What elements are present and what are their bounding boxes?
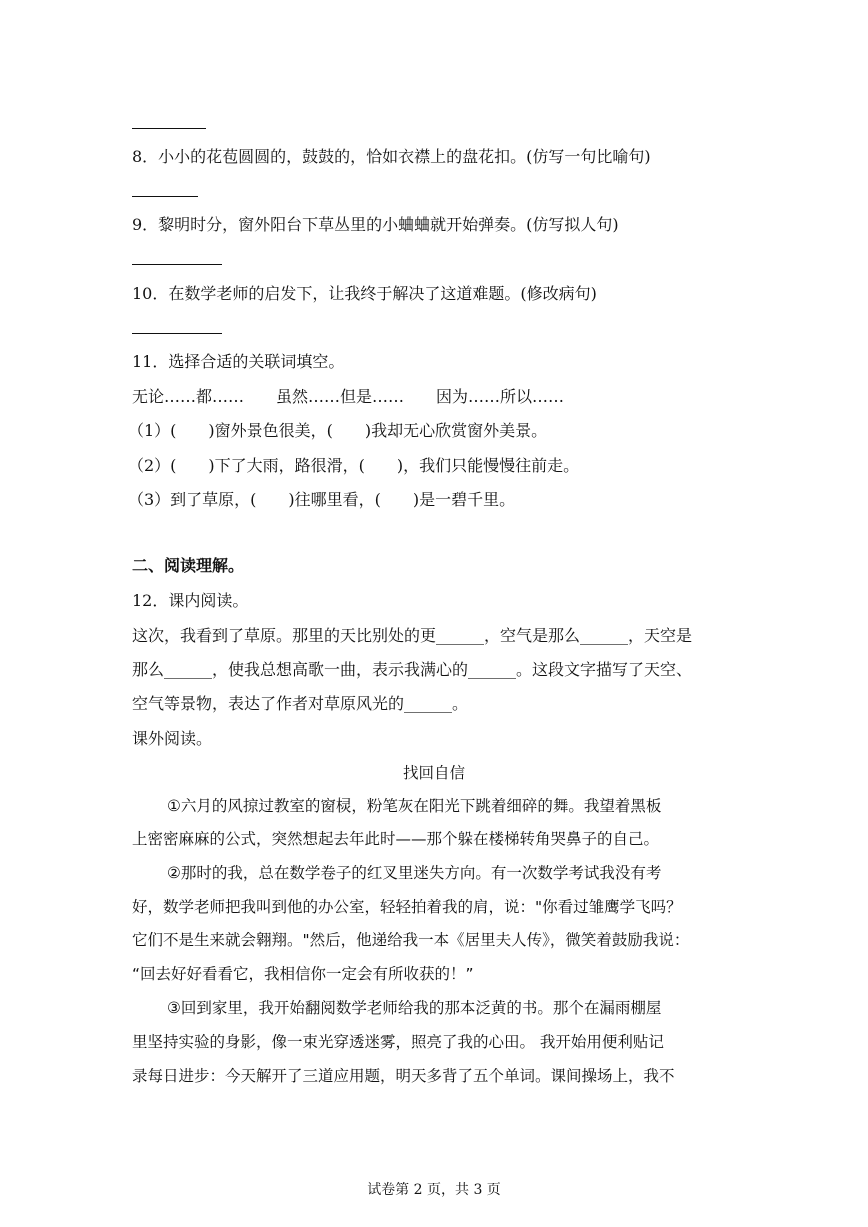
extracurricular-label: 课外阅读。 — [132, 729, 213, 748]
story-line: 它们不是生来就会翱翔。"然后，他递给我一本《居里夫人传》，微笑着鼓励我说： — [132, 931, 690, 949]
question-11-3: （3）到了草原，( )往哪里看，( )是一碧千里。 — [128, 490, 516, 509]
answer-line — [132, 333, 222, 334]
story-line: 录每日进步：今天解开了三道应用题，明天多背了五个单词。课间操场上，我不 — [132, 1067, 675, 1085]
story-line: ①六月的风掠过教室的窗棂，粉笔灰在阳光下跳着细碎的舞。我望着黑板 — [167, 797, 662, 815]
story-line: 上密密麻麻的公式，突然想起去年此时——那个躲在楼梯转角哭鼻子的自己。 — [132, 830, 660, 848]
story-title: 找回自信 — [402, 764, 465, 782]
reading-paragraph-line: 这次，我看到了草原。那里的天比别处的更______，空气是那么______，天空是 — [132, 626, 693, 645]
reading-paragraph-line: 空气等景物，表达了作者对草原风光的______。 — [132, 694, 469, 713]
answer-line — [132, 128, 206, 129]
question-9: 9．黎明时分，窗外阳台下草丛里的小蛐蛐就开始弹奏。(仿写拟人句) — [132, 215, 619, 234]
story-line: 好，数学老师把我叫到他的办公室，轻轻拍着我的肩，说："你看过雏鹰学飞吗？ — [132, 898, 682, 916]
question-12: 12．课内阅读。 — [132, 591, 249, 610]
story-line: “回去好好看看它，我相信你一定会有所收获的！” — [132, 965, 474, 983]
question-8: 8．小小的花苞圆圆的，鼓鼓的，恰如衣襟上的盘花扣。(仿写一句比喻句) — [132, 147, 651, 166]
question-11-1: （1）( )窗外景色很美，( )我却无心欣赏窗外美景。 — [128, 421, 548, 440]
story-line: ③回到家里，我开始翻阅数学老师给我的那本泛黄的书。那个在漏雨棚屋 — [167, 999, 662, 1017]
conjunction-options: 无论……都…… 虽然……但是…… 因为……所以…… — [132, 387, 565, 406]
question-10: 10．在数学老师的启发下，让我终于解决了这道难题。(修改病句) — [132, 284, 597, 303]
page-footer: 试卷第 2 页，共 3 页 — [367, 1182, 501, 1198]
question-11: 11．选择合适的关联词填空。 — [132, 352, 345, 371]
story-line: 里坚持实验的身影，像一束光穿透迷雾，照亮了我的心田。 我开始用便利贴记 — [132, 1033, 664, 1051]
answer-line — [132, 264, 222, 265]
section-2-title: 二、阅读理解。 — [132, 556, 245, 575]
answer-line — [132, 196, 198, 197]
story-line: ②那时的我，总在数学卷子的红叉里迷失方向。有一次数学考试我没有考 — [167, 864, 662, 882]
reading-paragraph-line: 那么______，使我总想高歌一曲，表示我满心的______。这段文字描写了天空、 — [132, 660, 693, 679]
question-11-2: （2）( )下了大雨，路很滑，( )，我们只能慢慢往前走。 — [128, 456, 580, 475]
